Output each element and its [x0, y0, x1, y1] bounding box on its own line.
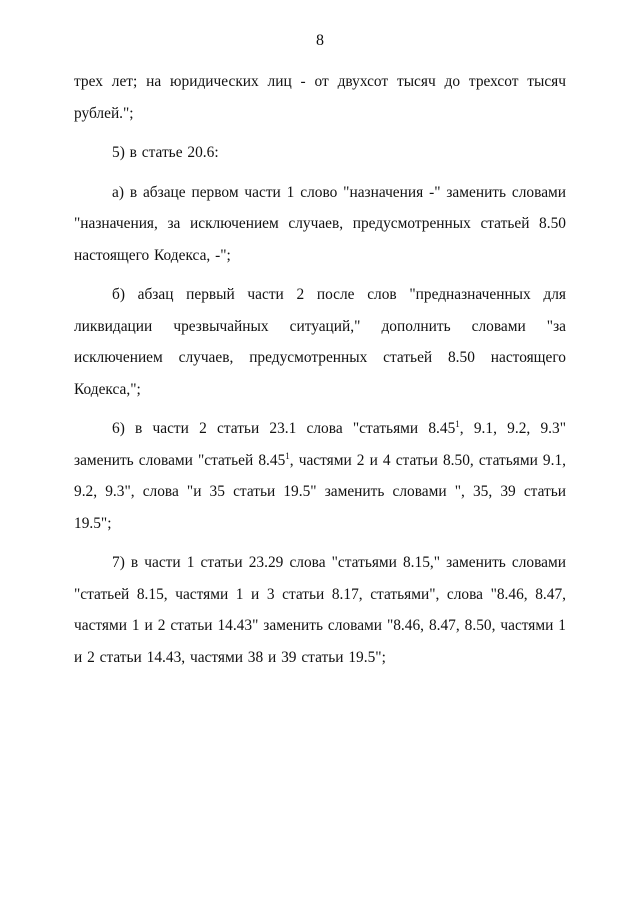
paragraph-item-5b: б) абзац первый части 2 после слов "предназначенных для ликвидации чрезвычайных ситуаций," дополнить словами "за исключением случаев, предусмотренных статьей 8.50 настоящего Кодекса,"; — [74, 286, 566, 398]
paragraph-item-6 — [74, 413, 566, 539]
paragraph-item-7: 7) в части 1 статьи 23.29 слова "статьями 8.15," заменить словами "статьей 8.15, частями 1 и 3 статьи 8.17, статьями", слова "8.46, 8.47, частями 1 и 2 статьи 14.43" заменить словами "8.46, 8.47, 8.50, частями 1 и 2 статьи 14.43, частями 38 и 39 статьи 19.5"; — [74, 554, 566, 666]
page-number: 8 — [316, 32, 324, 49]
paragraph-item-5a: а) в абзаце первом части 1 слово "назначения -" заменить словами "назначения, за исключением случаев, предусмотренных статьей 8.50 настоящего Кодекса, -"; — [74, 183, 566, 264]
paragraph-item-6-part3: , частями 2 и 4 статьи 8.50, статьями 9.1, 9.2, 9.3", слова "и 35 статьи 19.5" заменить словами ", 35, 39 статьи 19.5"; — [74, 451, 566, 532]
paragraph-item-6-part1: 6) в части 2 статьи 23.1 слова "статьями 8.45 — [112, 420, 456, 437]
paragraph-item-6-part2: , 9.1, 9.2, 9.3" заменить словами "статьей 8.45 — [74, 420, 566, 469]
superscript-2: 1 — [285, 450, 290, 461]
superscript-1: 1 — [455, 419, 460, 429]
paragraph-item-5: 5) в статье 20.6: — [112, 144, 219, 161]
document-body — [74, 66, 566, 681]
paragraph-continuation: трех лет; на юридических лиц - от двухсот тысяч до трехсот тысяч рублей."; — [74, 73, 566, 122]
